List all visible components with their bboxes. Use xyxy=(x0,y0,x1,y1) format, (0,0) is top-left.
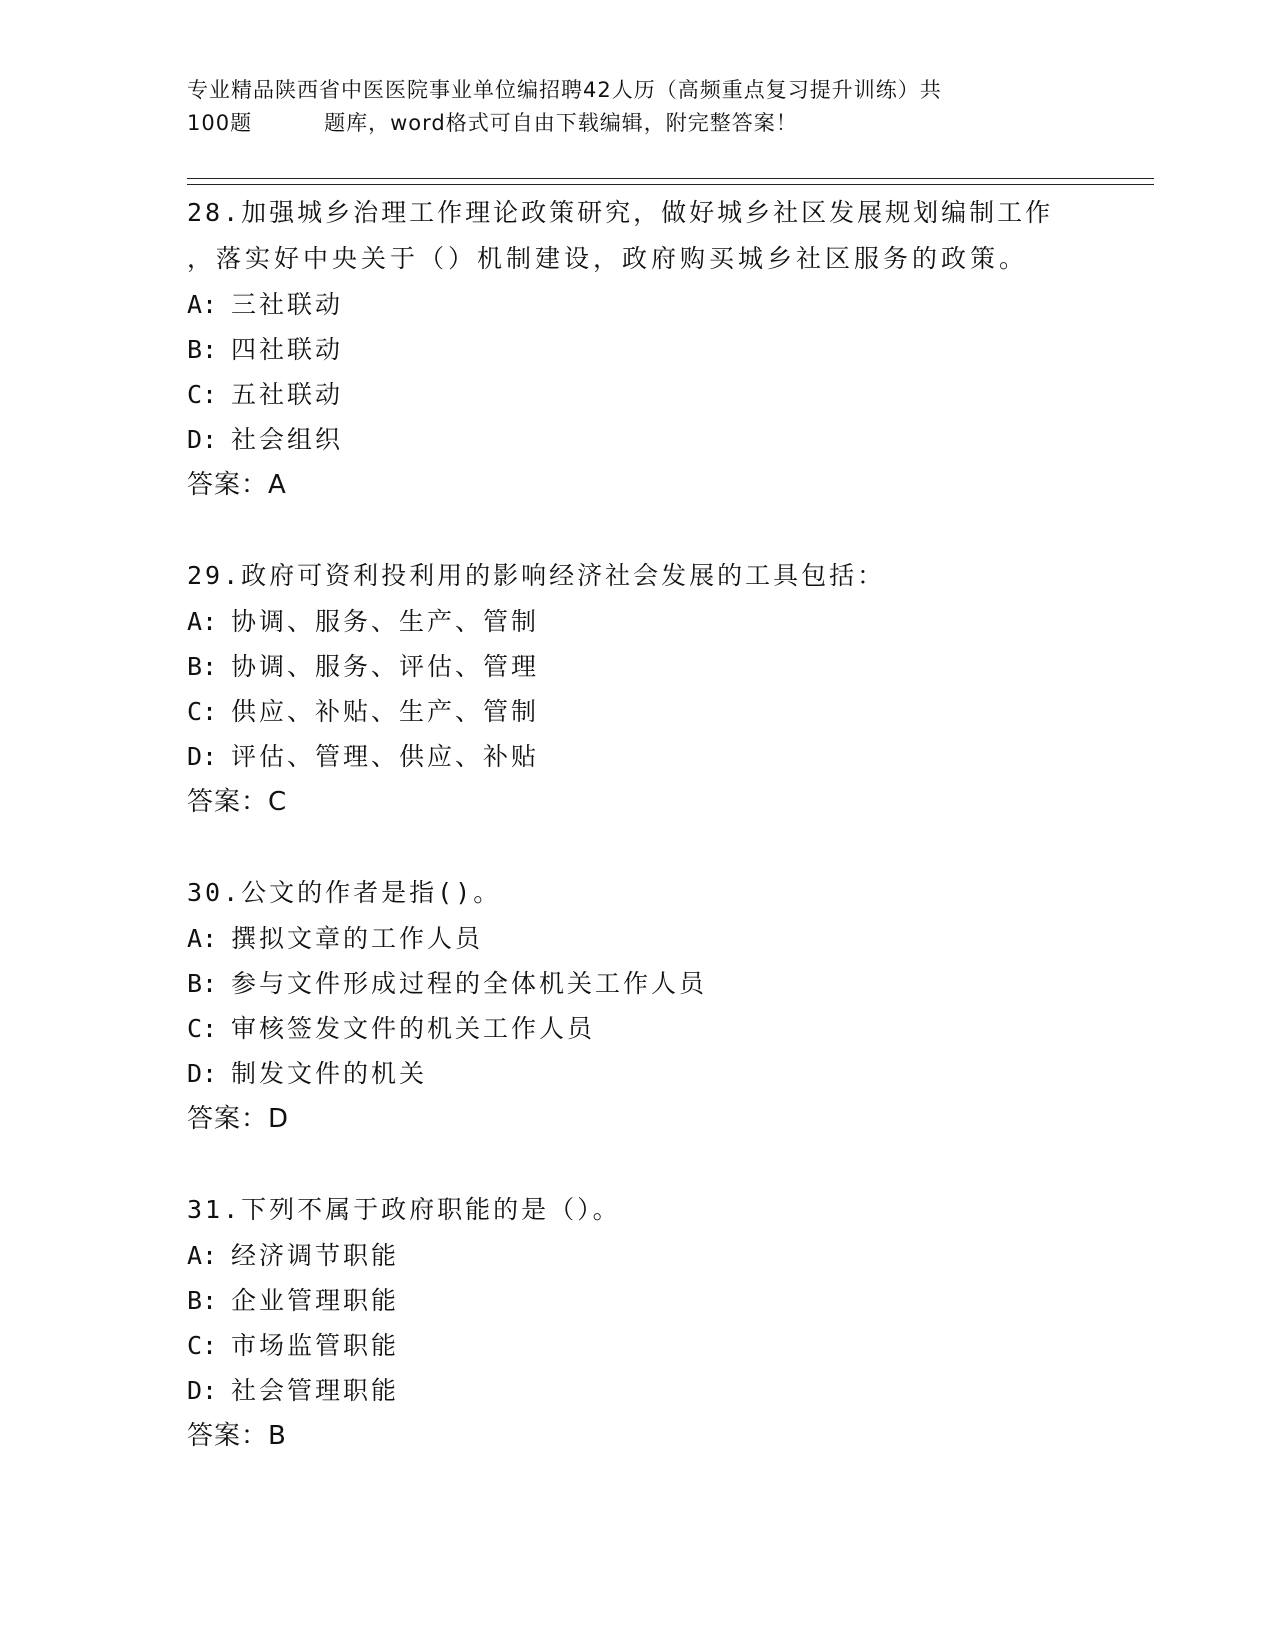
header-count: 100题 xyxy=(187,111,253,135)
answer-line: 答案：A xyxy=(187,470,287,500)
option-key: C: xyxy=(187,380,218,409)
document-header xyxy=(187,74,1087,140)
option-key: D: xyxy=(187,1059,218,1088)
option-key: A: xyxy=(187,607,218,636)
question-stem-continued: ，落实好中央关于（）机制建设，政府购买城乡社区服务的政策。 xyxy=(187,244,1029,273)
option-text: 参与文件形成过程的全体机关工作人员 xyxy=(231,969,708,998)
question-29 xyxy=(187,553,1147,825)
option-text: 审核签发文件的机关工作人员 xyxy=(231,1014,596,1043)
question-stem: 30.公文的作者是指()。 xyxy=(187,878,502,907)
option-text: 协调、服务、评估、管理 xyxy=(231,652,540,681)
header-divider-bottom xyxy=(187,184,1154,185)
option-d xyxy=(187,417,1147,462)
option-c xyxy=(187,1323,1147,1368)
option-b xyxy=(187,961,1147,1006)
option-a xyxy=(187,282,1147,327)
option-key: C: xyxy=(187,1331,218,1360)
option-text: 四社联动 xyxy=(231,335,344,364)
question-stem: 31.下列不属于政府职能的是（）。 xyxy=(187,1195,621,1224)
option-text: 经济调节职能 xyxy=(231,1241,400,1270)
option-text: 三社联动 xyxy=(231,290,344,319)
question-stem: 28.加强城乡治理工作理论政策研究，做好城乡社区发展规划编制工作 xyxy=(187,198,1054,227)
option-text: 企业管理职能 xyxy=(231,1286,400,1315)
option-d xyxy=(187,1368,1147,1413)
option-d xyxy=(187,1051,1147,1096)
option-key: B: xyxy=(187,969,218,998)
option-key: D: xyxy=(187,425,218,454)
question-list xyxy=(187,190,1147,1504)
question-30 xyxy=(187,870,1147,1142)
header-divider-top xyxy=(187,178,1154,179)
option-c xyxy=(187,372,1147,417)
option-text: 协调、服务、生产、管制 xyxy=(231,607,540,636)
option-text: 五社联动 xyxy=(231,380,344,409)
option-key: A: xyxy=(187,924,218,953)
option-key: A: xyxy=(187,290,218,319)
option-a xyxy=(187,599,1147,644)
option-b xyxy=(187,644,1147,689)
header-title-line1: 专业精品陕西省中医医院事业单位编招聘42人历（高频重点复习提升训练）共 xyxy=(187,78,942,102)
option-text: 供应、补贴、生产、管制 xyxy=(231,697,540,726)
answer-line: 答案：B xyxy=(187,1421,287,1451)
header-title-line2 xyxy=(187,107,1087,140)
option-text: 撰拟文章的工作人员 xyxy=(231,924,484,953)
option-a xyxy=(187,1233,1147,1278)
option-key: D: xyxy=(187,1376,218,1405)
option-key: C: xyxy=(187,1014,218,1043)
answer-line: 答案：D xyxy=(187,1104,290,1134)
question-stem: 29.政府可资利投利用的影响经济社会发展的工具包括： xyxy=(187,561,886,590)
option-text: 社会组织 xyxy=(231,425,344,454)
option-text: 评估、管理、供应、补贴 xyxy=(231,742,540,771)
option-key: B: xyxy=(187,652,218,681)
question-28 xyxy=(187,190,1147,508)
option-c xyxy=(187,689,1147,734)
option-key: B: xyxy=(187,1286,218,1315)
header-subtitle: 题库，word格式可自由下载编辑，附完整答案！ xyxy=(324,111,798,135)
option-text: 制发文件的机关 xyxy=(231,1059,428,1088)
option-key: C: xyxy=(187,697,218,726)
option-a xyxy=(187,916,1147,961)
option-c xyxy=(187,1006,1147,1051)
option-text: 社会管理职能 xyxy=(231,1376,400,1405)
option-key: A: xyxy=(187,1241,218,1270)
answer-line: 答案：C xyxy=(187,787,288,817)
option-text: 市场监管职能 xyxy=(231,1331,400,1360)
question-31 xyxy=(187,1187,1147,1459)
option-b xyxy=(187,327,1147,372)
option-key: B: xyxy=(187,335,218,364)
option-b xyxy=(187,1278,1147,1323)
option-d xyxy=(187,734,1147,779)
option-key: D: xyxy=(187,742,218,771)
